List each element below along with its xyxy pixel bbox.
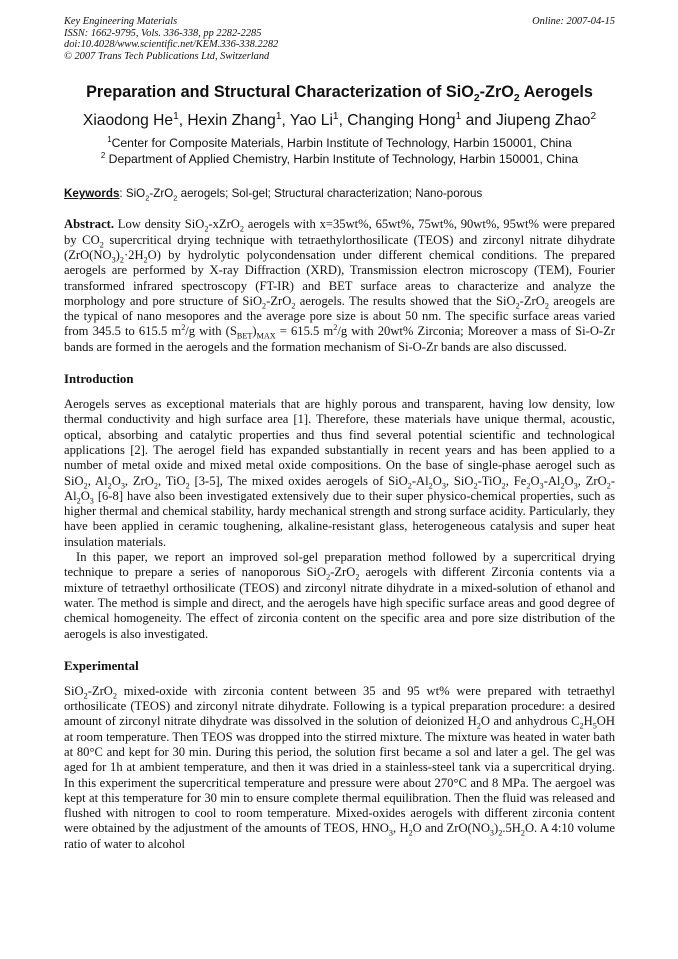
affiliation-text: Department of Applied Chemistry, Harbin Institute of Technology, Harbin 150001, China xyxy=(105,152,579,167)
affiliation-1 xyxy=(64,135,615,151)
experimental-paragraph: SiO$_2$-ZrO$_2$ mixed-oxide with zirconia content between 35 and 95 wt% were prepared with tetraethyl orthosilicate (TEOS) and zirconyl nitrate dihydrate. Following is a typical preparation procedure: a desired amount of zirconyl nitrate dihydrate was dissolved in the solution of deionized $H_2O$ and anhydrous $C_2H_5OH$ at room temperature. Then TEOS was dropped into the stirred mixture. The mixture was heated in water bath at 80°C and kept for 30 min. During this period, the solution first became a sol and later a gel. The gel was aged for 1h at ambient temperature, and then it was dried in a stainless-steel tank via a supercritical drying. In this experiment the supercritical temperature and pressure were about 270°C and 8 MPa. The aergoel was kept at this temperature for 30 min to ensure complete thermal equilibration. Then the fluid was released and flushed with nitrogen to cool to room temperature. Mixed-oxides aerogels with different zirconia content were obtained by the adjustment of the amounts of TEOS, $HNO_3$, $H_2O$ and $ZrO(NO_3)_2.5H_2O$. A 4:10 volume ratio of water to alcohol xyxy=(64,683,615,851)
affiliation-mark: 2 xyxy=(590,111,597,123)
author-name: Jiupeng Zhao xyxy=(495,112,591,130)
title-subscript: 2 xyxy=(513,92,520,105)
author-name: Hexin Zhang xyxy=(187,112,276,130)
affiliation-number: 2 xyxy=(100,151,106,161)
abstract-paragraph: Abstract. Low density SiO$_2$-xZrO$_2$ aerogels with x=35wt%, 65wt%, 75wt%, 90wt%, 95wt% were prepared by $CO_2$ supercritical drying technique with tetraethylorthosilicate (TEOS) and zirconyl nitrate dihydrate $(ZrO(NO_3)_2\cdot 2H_2O)$ by hydrolytic polycondensation under different chemical conditions. The prepared aerogels are performed by X-ray Diffraction (XRD), Transmission electron microscopy (TEM), Fourier transformed infrared spectroscopy (FT-IR) and BET surface areas to characterize and analyze the morphology and pore structure of SiO$_2$-ZrO$_2$ aerogels. The results showed that the SiO$_2$-ZrO$_2$ areogels are the typical of nano mesopores and the average pore size is about 50 nm. The specific surface areas varied from 345.5 to 615.5 $m^2/g$ with $(S_{BET})_{MAX} = 615.5$ $m^2/g$ with 20wt% Zirconia; Moreover a mass of Si-O-Zr bands are formed in the aerogels and the formation mechanism of Si-O-Zr bands are also discussed. xyxy=(64,217,616,354)
affiliation-2 xyxy=(64,151,615,167)
section-heading-experimental: Experimental xyxy=(64,658,139,673)
author-separator: , xyxy=(338,112,348,130)
keywords-text: aerogels; Sol-gel; Structural characterization; Nano-porous xyxy=(177,187,483,201)
keywords-text: SiO xyxy=(125,187,146,201)
section-heading-introduction: Introduction xyxy=(64,372,134,387)
paper-title xyxy=(64,83,615,105)
title-text: -ZrO xyxy=(479,83,514,102)
affiliation-number: 1 xyxy=(107,135,112,145)
intro-paragraph-1: Aerogels serves as exceptional materials that are highly porous and transparent, having low density, low thermal conductivity and high surface area [1]. Therefore, these materials have unique thermal, acoustic, optical, absorbing and catalytic properties and thus find several potential scientific and technological applications [2]. The aerogel field has expanded substantially in recent years and has been applied to a number of metal oxide and mixed metal oxide compositions. On the base of single-phase aerogel such as SiO$_2$, $Al_2O_3$, ZrO$_2$, TiO$_2$ [3-5], The mixed oxides aerogels of $SiO_2-Al_2O_3$, SiO$_2$-TiO$_2$, $Fe_2O_3-Al_2O_3$, $ZrO_2-Al_2O_3$ [6-8] have also been investigated extensively due to their super physico-chemical properties, such as higher thermal and chemical stability, hardy mechanical strength and strong surface acidity. Particularly, they have been applied in ceramic toughening, alkaline-resistant glass, heterogeneous catalysis and super heat insulation materials. xyxy=(64,397,616,549)
affiliation-mark: 1 xyxy=(455,111,462,123)
keywords-text: -ZrO xyxy=(149,187,174,201)
title-subscript: 2 xyxy=(473,92,480,105)
author-name: Yao Li xyxy=(289,112,333,130)
paper-page xyxy=(64,16,615,852)
keywords-colon: : xyxy=(119,187,126,201)
online-date: Online: 2007-04-15 xyxy=(532,16,615,27)
copyright-line: © 2007 Trans Tech Publications Ltd, Switzerland xyxy=(64,50,270,62)
keywords-line xyxy=(64,186,615,201)
author-separator: , xyxy=(178,112,188,130)
journal-name: Key Engineering Materials xyxy=(64,16,178,27)
doi-line: doi:10.4028/www.scientific.net/KEM.336-338.2282 xyxy=(64,39,279,51)
keywords-sub: 2 xyxy=(145,193,150,203)
title-text: Aerogels xyxy=(519,83,593,102)
affiliation-mark: 1 xyxy=(173,111,179,123)
journal-header xyxy=(64,16,615,62)
affiliation-mark: 1 xyxy=(332,111,339,123)
intro-paragraph-2: In this paper, we report an improved sol-gel preparation method followed by a supercritical drying technique to prepare a series of nanoporous SiO$_2$-ZrO$_2$ aerogels with different Zirconia contents via a mixture of tetraethyl orthosilicate (TEOS) and zirconyl nitrate dihydrate in a mixed-solution of ethanol and water. The method is simple and direct, and the aerogels have high specific surface areas and good degree of chemical homogeneity. The effect of zirconia content on the specific area and pore size distribution of the aerogels is also investigated. xyxy=(64,550,615,641)
title-text: Preparation and Structural Characterization of SiO xyxy=(86,83,474,102)
author-name: Xiaodong He xyxy=(82,112,174,130)
affiliation-mark: 1 xyxy=(275,111,282,123)
keywords-sub: 2 xyxy=(173,193,178,203)
issn-line: ISSN: 1662-9795, Vols. 336-338, pp 2282-2285 xyxy=(64,27,262,39)
abstract-label: Abstract. xyxy=(64,217,115,232)
author-separator: and xyxy=(461,112,496,130)
author-separator: , xyxy=(281,112,290,130)
author-name: Changing Hong xyxy=(347,112,456,130)
affiliation-text: Center for Composite Materials, Harbin Institute of Technology, Harbin 150001, China xyxy=(111,136,572,151)
author-list xyxy=(64,111,615,130)
keywords-label: Keywords xyxy=(64,187,120,201)
